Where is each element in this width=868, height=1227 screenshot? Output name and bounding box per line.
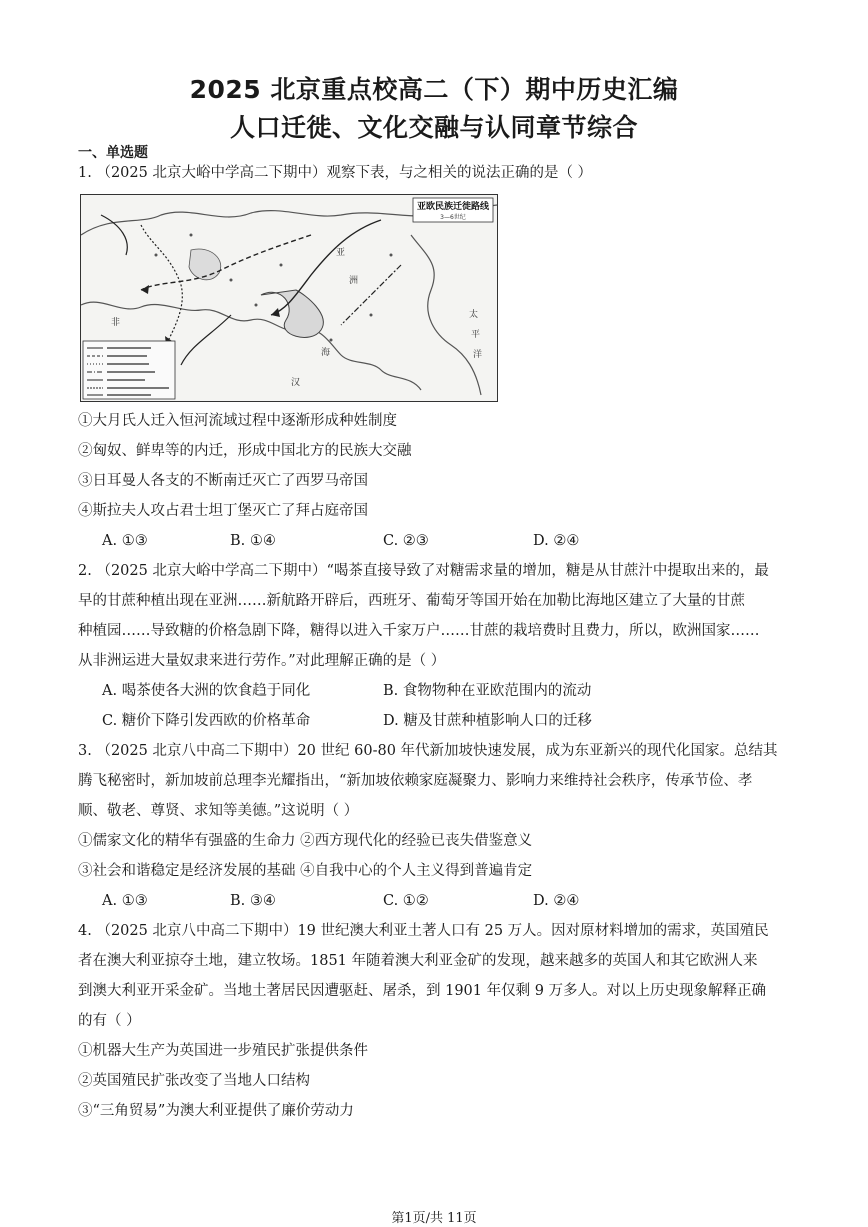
sea-region [189,249,221,280]
question-4-item: ②英国殖民扩张改变了当地人口结构 [78,1073,310,1089]
question-1-stem: 1. （2025 北京大峪中学高二下期中）观察下表，与之相关的说法正确的是（ ） [78,165,593,181]
route-arrow [271,308,280,317]
question-3-option-d: D. ②④ [533,893,580,909]
question-1-item: ①大月氏人迁入恒河流域过程中逐渐形成种姓制度 [78,413,397,429]
question-3-option-a: A. ①③ [102,893,148,909]
migration-route [181,315,231,365]
section-heading: 一、单选题 [78,145,148,161]
question-2-option-a: A. 喝茶使各大洲的饮食趋于同化 [102,683,311,699]
question-2-option-d: D. 糖及甘蔗种植影响人口的迁移 [383,713,592,729]
page-number-footer: 第1页/共 11页 [391,1211,477,1226]
question-3-option-b: B. ③④ [230,893,276,909]
question-4-item: ③“三角贸易”为澳大利亚提供了廉价劳动力 [78,1103,354,1119]
route-arrow [141,285,149,294]
map-label: 非 [111,318,121,328]
question-1-option-c: C. ②③ [383,533,429,549]
map-label: 亚 [336,248,346,258]
map-place-markers [155,234,393,342]
question-4-item: ①机器大生产为英国进一步殖民扩张提供条件 [78,1043,368,1059]
question-1-item: ③日耳曼人各支的不断南迁灭亡了西罗马帝国 [78,473,368,489]
question-2-option-c: C. 糖价下降引发西欧的价格革命 [102,713,311,729]
question-1-option-a: A. ①③ [102,533,148,549]
question-3-text: 腾飞秘密时，新加坡前总理李光耀指出，“新加坡依赖家庭凝聚力、影响力来维持社会秩序，传承节俭、孝 [78,773,753,789]
question-3-text: 3. （2025 北京八中高二下期中）20 世纪 60-80 年代新加坡快速发展，成为东亚新兴的现代化国家。总结其 [78,743,778,759]
migration-map-figure [80,194,498,402]
question-1-option-b: B. ①④ [230,533,276,549]
question-4-text: 者在澳大利亚掠夺土地，建立牧场。1851 年随着澳大利亚金矿的发现，越来越多的英国人和其它欧洲人来 [78,953,758,969]
question-2-text: 种植园……导致糖的价格急剧下降，糖得以进入千家万户……甘蔗的栽培费时且费力，所以，欧洲国家…… [78,623,760,639]
map-label: 洲 [349,276,359,286]
question-1-option-d: D. ②④ [533,533,580,549]
question-2-text: 从非洲运进大量奴隶来进行劳作。”对此理解正确的是（ ） [78,653,446,669]
question-2-option-b: B. 食物物种在亚欧范围内的流动 [383,683,592,699]
question-4-text: 到澳大利亚开采金矿。当地土著居民因遭驱赶、屠杀，到 1901 年仅剩 9 万多人。对以上历史现象解释正确 [78,983,767,999]
map-label: 平 [471,330,481,340]
page-title: 2025 北京重点校高二（下）期中历史汇编 [189,75,679,104]
question-3-item: ①儒家文化的精华有强盛的生命力 ②西方现代化的经验已丧失借鉴意义 [78,833,533,849]
map-legend-box [83,341,175,399]
question-2-text: 2. （2025 北京大峪中学高二下期中）“喝茶直接导致了对糖需求量的增加，糖是从甘蔗汁中提取出来的，最 [78,563,769,579]
question-2-text: 早的甘蔗种植出现在亚洲……新航路开辟后，西班牙、葡萄牙等国开始在加勒比海地区建立了大量的甘蔗 [78,593,745,609]
question-3-text: 顺、敬老、尊贤、求知等美德。”这说明（ ） [78,803,359,819]
map-label: 太 [469,310,479,320]
migration-route [141,225,182,345]
question-4-text: 的有（ ） [78,1013,141,1029]
sea-region [261,290,323,337]
question-3-item: ③社会和谐稳定是经济发展的基础 ④自我中心的个人主义得到普遍肯定 [78,863,533,879]
map-label: 汉 [291,378,301,388]
map-title: 亚欧民族迁徙路线 [416,202,490,212]
map-label: 洋 [473,350,483,360]
question-4-text: 4. （2025 北京八中高二下期中）19 世纪澳大利亚土著人口有 25 万人。因对原材料增加的需求，英国殖民 [78,923,769,939]
map-label: 海 [321,348,331,358]
question-1-item: ②匈奴、鲜卑等的内迁，形成中国北方的民族大交融 [78,443,412,459]
migration-map [81,195,497,401]
page-subtitle: 人口迁徙、文化交融与认同章节综合 [229,113,638,142]
question-3-option-c: C. ①② [383,893,429,909]
migration-route [141,235,311,290]
map-subtitle: 3—6世纪 [440,214,466,221]
question-1-item: ④斯拉夫人攻占君士坦丁堡灭亡了拜占庭帝国 [78,503,368,519]
